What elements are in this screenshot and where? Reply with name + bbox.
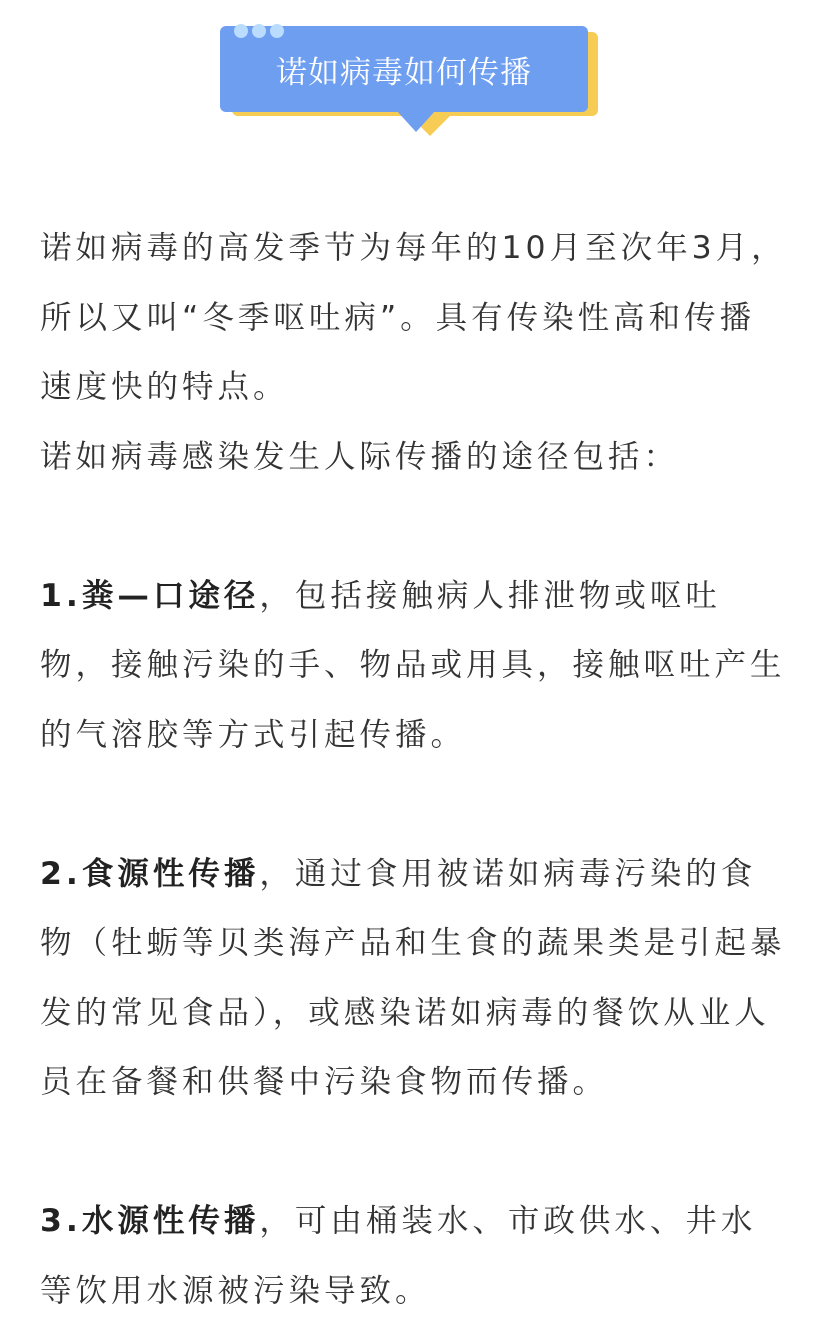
decor-dots [234,24,284,38]
spacer [40,1118,788,1188]
route-item-fecal-oral [40,562,788,771]
decor-dot [234,24,248,38]
route-text: ，通过食用被诺如病毒污染的食物（牡蛎等贝类海产品和生食的蔬果类是引起暴发的常见食品），或感染诺如病毒的餐饮从业人员在备餐和供餐中污染食物而传播。 [40,855,786,1100]
route-item-foodborne [40,840,788,1118]
route-heading: 2.食源性传播 [40,855,260,892]
decor-dot [252,24,266,38]
article-body [40,214,788,1326]
route-heading: 3.水源性传播 [40,1203,260,1239]
title-banner-tail [396,110,436,132]
decor-dot [270,24,284,38]
route-item-waterborne [40,1187,788,1326]
spacer [40,492,788,562]
route-text: ，包括接触病人排泄物或呕吐物，接触污染的手、物品或用具，接触呕吐产生的气溶胶等方式引起传播。 [40,577,786,753]
spacer [40,770,788,840]
page-title: 诺如病毒如何传播 [276,54,532,91]
intro-routes-lead: 诺如病毒感染发生人际传播的途径包括： [40,438,680,475]
title-banner-box [220,26,588,112]
route-heading: 1.粪—口途径 [40,577,260,614]
title-banner [220,26,600,136]
intro-paragraph: 诺如病毒的高发季节为每年的10月至次年3月，所以又叫“冬季呕吐病”。具有传染性高和传播速度快的特点。 [40,230,787,405]
route-text: ，可由桶装水、市政供水、井水等饮用水源被污染导致。 [40,1203,757,1309]
